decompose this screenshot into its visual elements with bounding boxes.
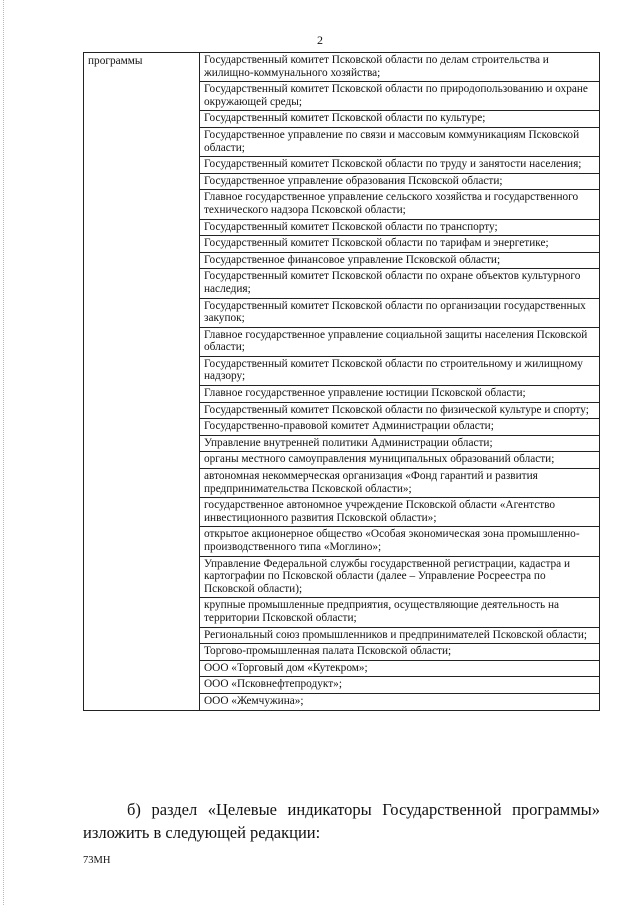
list-item: ООО «Псковнефтепродукт»; bbox=[200, 677, 599, 694]
left-margin-dotted-line bbox=[3, 0, 4, 905]
list-item: органы местного самоуправления муниципальных образований области; bbox=[200, 452, 599, 469]
list-item: государственное автономное учреждение Псковской области «Агентство инвестиционного развития Псковской области»; bbox=[200, 498, 599, 527]
document-code: 73МН bbox=[83, 855, 111, 866]
list-item: Государственное финансовое управление Псковской области; bbox=[200, 253, 599, 270]
list-item: Региональный союз промышленников и предпринимателей Псковской области; bbox=[200, 628, 599, 645]
list-item: Государственный комитет Псковской области по делам строительства и жилищно-коммунального хозяйства; bbox=[200, 53, 599, 82]
table-right-cell bbox=[200, 53, 600, 711]
amendment-paragraph: б) раздел «Целевые индикаторы Государственной программы» изложить в следующей редакции: bbox=[83, 800, 600, 842]
entries-list bbox=[200, 53, 599, 710]
participants-table bbox=[83, 52, 600, 711]
list-item: Государственный комитет Псковской области по организации государственных закупок; bbox=[200, 299, 599, 328]
list-item: открытое акционерное общество «Особая экономическая зона промышленно-производственного типа «Моглино»; bbox=[200, 527, 599, 556]
page-number: 2 bbox=[317, 33, 323, 47]
list-item: Государственный комитет Псковской области по охране объектов культурного наследия; bbox=[200, 269, 599, 298]
list-item: автономная некоммерческая организация «Фонд гарантий и развития предпринимательства Псковской области»; bbox=[200, 469, 599, 498]
list-item: Главное государственное управление юстиции Псковской области; bbox=[200, 386, 599, 403]
list-item: Государственный комитет Псковской области по физической культуре и спорту; bbox=[200, 403, 599, 420]
table-left-cell: программы bbox=[84, 53, 200, 711]
list-item: Государственное управление образования Псковской области; bbox=[200, 174, 599, 191]
list-item: Государственный комитет Псковской области по труду и занятости населения; bbox=[200, 157, 599, 174]
list-item: Государственный комитет Псковской области по природопользованию и охране окружающей среды; bbox=[200, 82, 599, 111]
list-item: Управление Федеральной службы государственной регистрации, кадастра и картографии по Псковской области (далее – Управление Росреестра по Псковской области); bbox=[200, 557, 599, 599]
list-item: ООО «Жемчужина»; bbox=[204, 694, 304, 707]
list-item: ООО «Торговый дом «Кутекром»; bbox=[200, 661, 599, 678]
table-row bbox=[84, 53, 600, 711]
list-item: крупные промышленные предприятия, осуществляющие деятельность на территории Псковской области; bbox=[200, 598, 599, 627]
list-item: Главное государственное управление сельского хозяйства и государственного технического надзора Псковской области; bbox=[200, 190, 599, 219]
list-item: Государственное управление по связи и массовым коммуникациям Псковской области; bbox=[200, 128, 599, 157]
list-item: Государственный комитет Псковской области по строительному и жилищному надзору; bbox=[200, 357, 599, 386]
list-item: Торгово-промышленная палата Псковской области; bbox=[200, 644, 599, 661]
list-item: Государственный комитет Псковской области по культуре; bbox=[200, 111, 599, 128]
list-item: Государственный комитет Псковской области по тарифам и энергетике; bbox=[200, 236, 599, 253]
list-item: Государственно-правовой комитет Администрации области; bbox=[200, 419, 599, 436]
list-item: Управление внутренней политики Администрации области; bbox=[200, 436, 599, 453]
list-item: Государственный комитет Псковской области по транспорту; bbox=[200, 220, 599, 237]
list-item: Главное государственное управление социальной защиты населения Псковской области; bbox=[200, 328, 599, 357]
